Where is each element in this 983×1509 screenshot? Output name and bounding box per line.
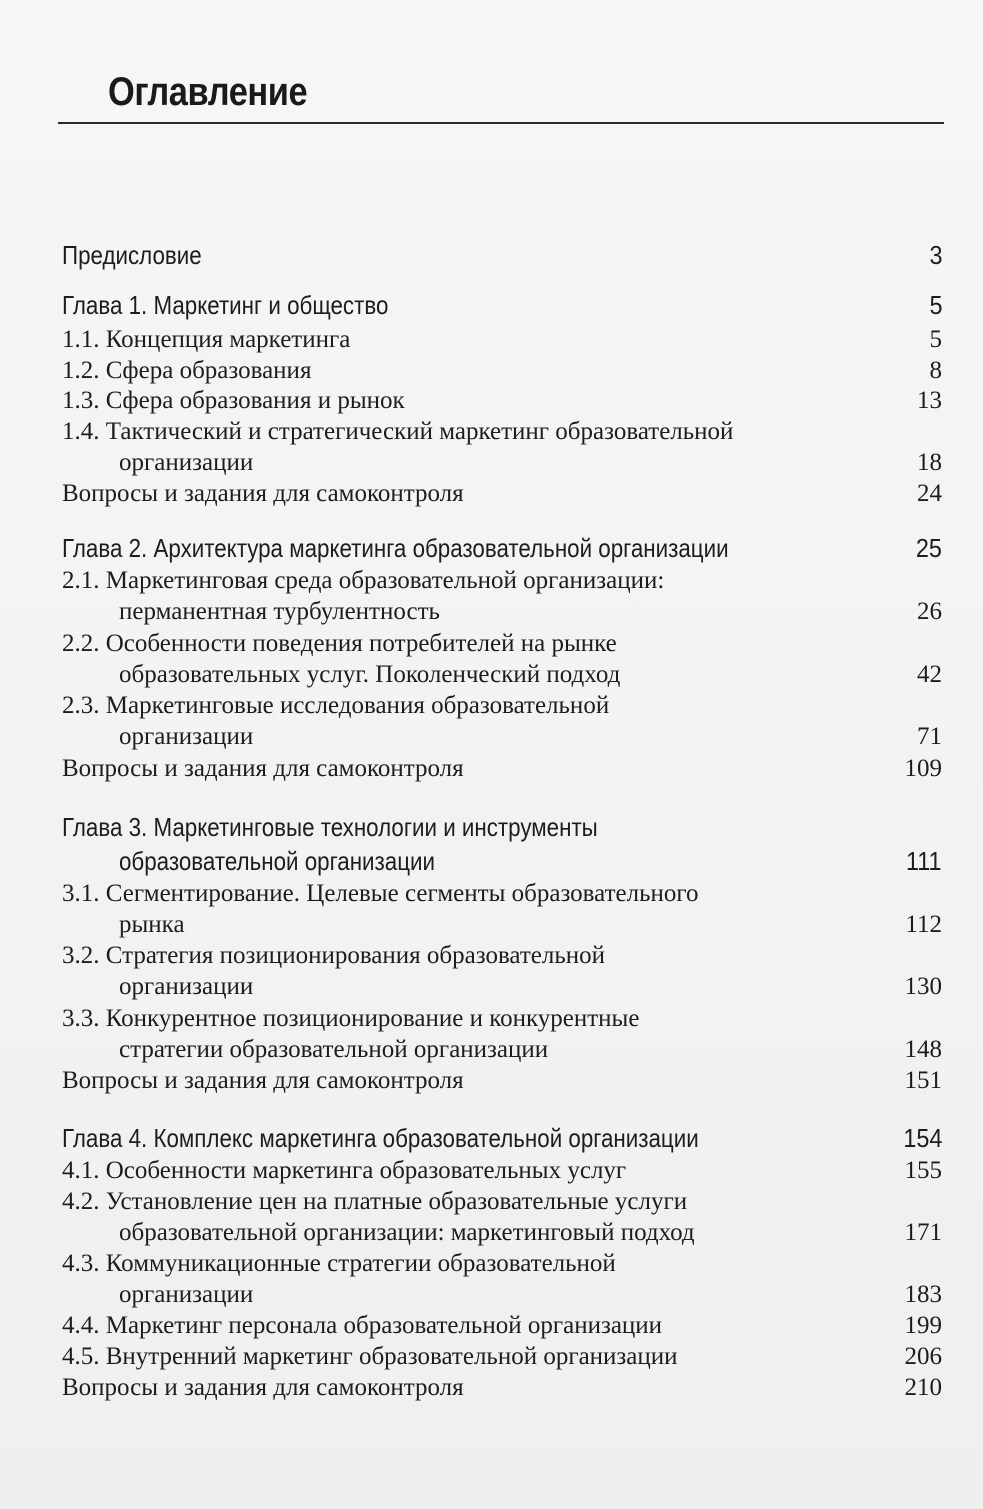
page-title: Оглавление (108, 70, 308, 114)
toc-entry-preface (62, 240, 942, 272)
toc-page-number: 183 (904, 1281, 942, 1308)
toc-page-number: 154 (902, 1123, 942, 1153)
toc-section-4-5 (62, 1343, 942, 1375)
toc-entry-title: 2.3. Маркетинговые исследования образовательной (62, 692, 610, 719)
toc-entry-title: Вопросы и задания для самоконтроля (62, 1067, 464, 1094)
toc-section-2-3-line-2 (119, 723, 942, 755)
toc-page-number: 18 (917, 449, 942, 476)
toc-entry-title-continued: перманентная турбулентность (119, 598, 440, 625)
toc-questions-1 (62, 480, 942, 512)
toc-section-3-1-line-2 (119, 911, 942, 943)
toc-chapter-1 (62, 290, 942, 322)
toc-page-number: 25 (915, 533, 942, 563)
toc-page-number: 148 (904, 1036, 942, 1063)
toc-page-number: 3 (928, 240, 942, 270)
toc-page-number: 171 (904, 1219, 942, 1246)
toc-entry-title: Глава 4. Комплекс маркетинга образовательной организации (62, 1123, 699, 1153)
toc-page-number: 42 (917, 661, 942, 688)
toc-entry-title: 1.2. Сфера образования (62, 357, 312, 384)
toc-section-3-1-line-1 (62, 880, 942, 912)
toc-questions-4 (62, 1374, 942, 1406)
toc-section-2-1-line-2 (119, 598, 942, 630)
toc-entry-title: Глава 1. Маркетинг и общество (62, 290, 389, 320)
toc-page-number: 24 (917, 480, 942, 507)
toc-entry-title-continued: организации (119, 449, 254, 476)
toc-entry-title: Глава 3. Маркетинговые технологии и инструменты (62, 812, 598, 842)
toc-entry-title: Предисловие (62, 240, 202, 270)
toc-entry-title: 1.4. Тактический и стратегический маркетинг образовательной (62, 418, 734, 445)
toc-entry-title: 1.1. Концепция маркетинга (62, 326, 351, 353)
toc-entry-title-continued: образовательных услуг. Поколенческий подход (119, 661, 621, 688)
toc-entry-title: Вопросы и задания для самоконтроля (62, 755, 464, 782)
toc-page-number: 5 (928, 290, 942, 320)
toc-section-4-1 (62, 1157, 942, 1189)
toc-page-number: 13 (917, 387, 942, 414)
toc-entry-title-continued: организации (119, 723, 254, 750)
toc-page-number: 109 (904, 755, 942, 782)
toc-section-1-1 (62, 326, 942, 358)
toc-entry-title: Вопросы и задания для самоконтроля (62, 1374, 464, 1401)
toc-section-2-3-line-1 (62, 692, 942, 724)
toc-entry-title: Вопросы и задания для самоконтроля (62, 480, 464, 507)
toc-questions-2 (62, 755, 942, 787)
toc-section-4-3-line-2 (119, 1281, 942, 1313)
toc-entry-title-continued: образовательной организации: маркетинговый подход (119, 1219, 695, 1246)
toc-entry-title: Глава 2. Архитектура маркетинга образовательной организации (62, 533, 729, 563)
toc-section-3-3-line-1 (62, 1005, 942, 1037)
toc-entry-title-continued: организации (119, 973, 254, 1000)
toc-page-number: 206 (904, 1343, 942, 1370)
toc-entry-title: 3.3. Конкурентное позиционирование и конкурентные (62, 1005, 640, 1032)
toc-entry-title: 4.2. Установление цен на платные образовательные услуги (62, 1188, 688, 1215)
toc-section-1-4-line-1 (62, 418, 942, 450)
toc-page-number: 151 (904, 1067, 942, 1094)
toc-entry-title-continued: организации (119, 1281, 254, 1308)
toc-page-number: 71 (917, 723, 942, 750)
toc-section-2-2-line-1 (62, 630, 942, 662)
toc-section-3-2-line-1 (62, 942, 942, 974)
toc-entry-title-continued: образовательной организации (119, 846, 436, 876)
toc-entry-title: 1.3. Сфера образования и рынок (62, 387, 405, 414)
toc-entry-title: 4.3. Коммуникационные стратегии образовательной (62, 1250, 616, 1277)
toc-entry-title: 4.5. Внутренний маркетинг образовательной организации (62, 1343, 678, 1370)
toc-section-3-2-line-2 (119, 973, 942, 1005)
toc-page-number: 130 (904, 973, 942, 1000)
toc-page-number: 5 (929, 326, 942, 353)
toc-section-1-2 (62, 357, 942, 389)
toc-entry-title: 4.4. Маркетинг персонала образовательной организации (62, 1312, 663, 1339)
toc-section-1-4-line-2 (119, 449, 942, 481)
toc-chapter-2 (62, 533, 942, 565)
toc-page-number: 26 (917, 598, 942, 625)
toc-entry-title-continued: стратегии образовательной организации (119, 1036, 549, 1063)
toc-page-number: 155 (904, 1157, 942, 1184)
toc-section-2-2-line-2 (119, 661, 942, 693)
toc-entry-title: 4.1. Особенности маркетинга образовательных услуг (62, 1157, 627, 1184)
toc-chapter-4 (62, 1123, 942, 1155)
toc-questions-3 (62, 1067, 942, 1099)
toc-section-4-2-line-1 (62, 1188, 942, 1220)
toc-page-number: 111 (906, 846, 942, 876)
toc-entry-title: 2.1. Маркетинговая среда образовательной организации: (62, 567, 665, 594)
toc-section-3-3-line-2 (119, 1036, 942, 1068)
toc-page-number: 112 (905, 911, 942, 938)
toc-section-2-1-line-1 (62, 567, 942, 599)
toc-page-number: 210 (904, 1374, 942, 1401)
toc-section-1-3 (62, 387, 942, 419)
toc-chapter-3-line-2 (119, 846, 942, 878)
toc-chapter-3-line-1 (62, 812, 942, 844)
toc-entry-title-continued: рынка (119, 911, 185, 938)
toc-page-number: 199 (904, 1312, 942, 1339)
toc-entry-title: 3.1. Сегментирование. Целевые сегменты образовательного (62, 880, 699, 907)
toc-entry-title: 2.2. Особенности поведения потребителей на рынке (62, 630, 617, 657)
toc-entry-title: 3.2. Стратегия позиционирования образовательной (62, 942, 606, 969)
toc-section-4-4 (62, 1312, 942, 1344)
toc-section-4-2-line-2 (119, 1219, 942, 1251)
toc-section-4-3-line-1 (62, 1250, 942, 1282)
toc-page-number: 8 (929, 357, 942, 384)
